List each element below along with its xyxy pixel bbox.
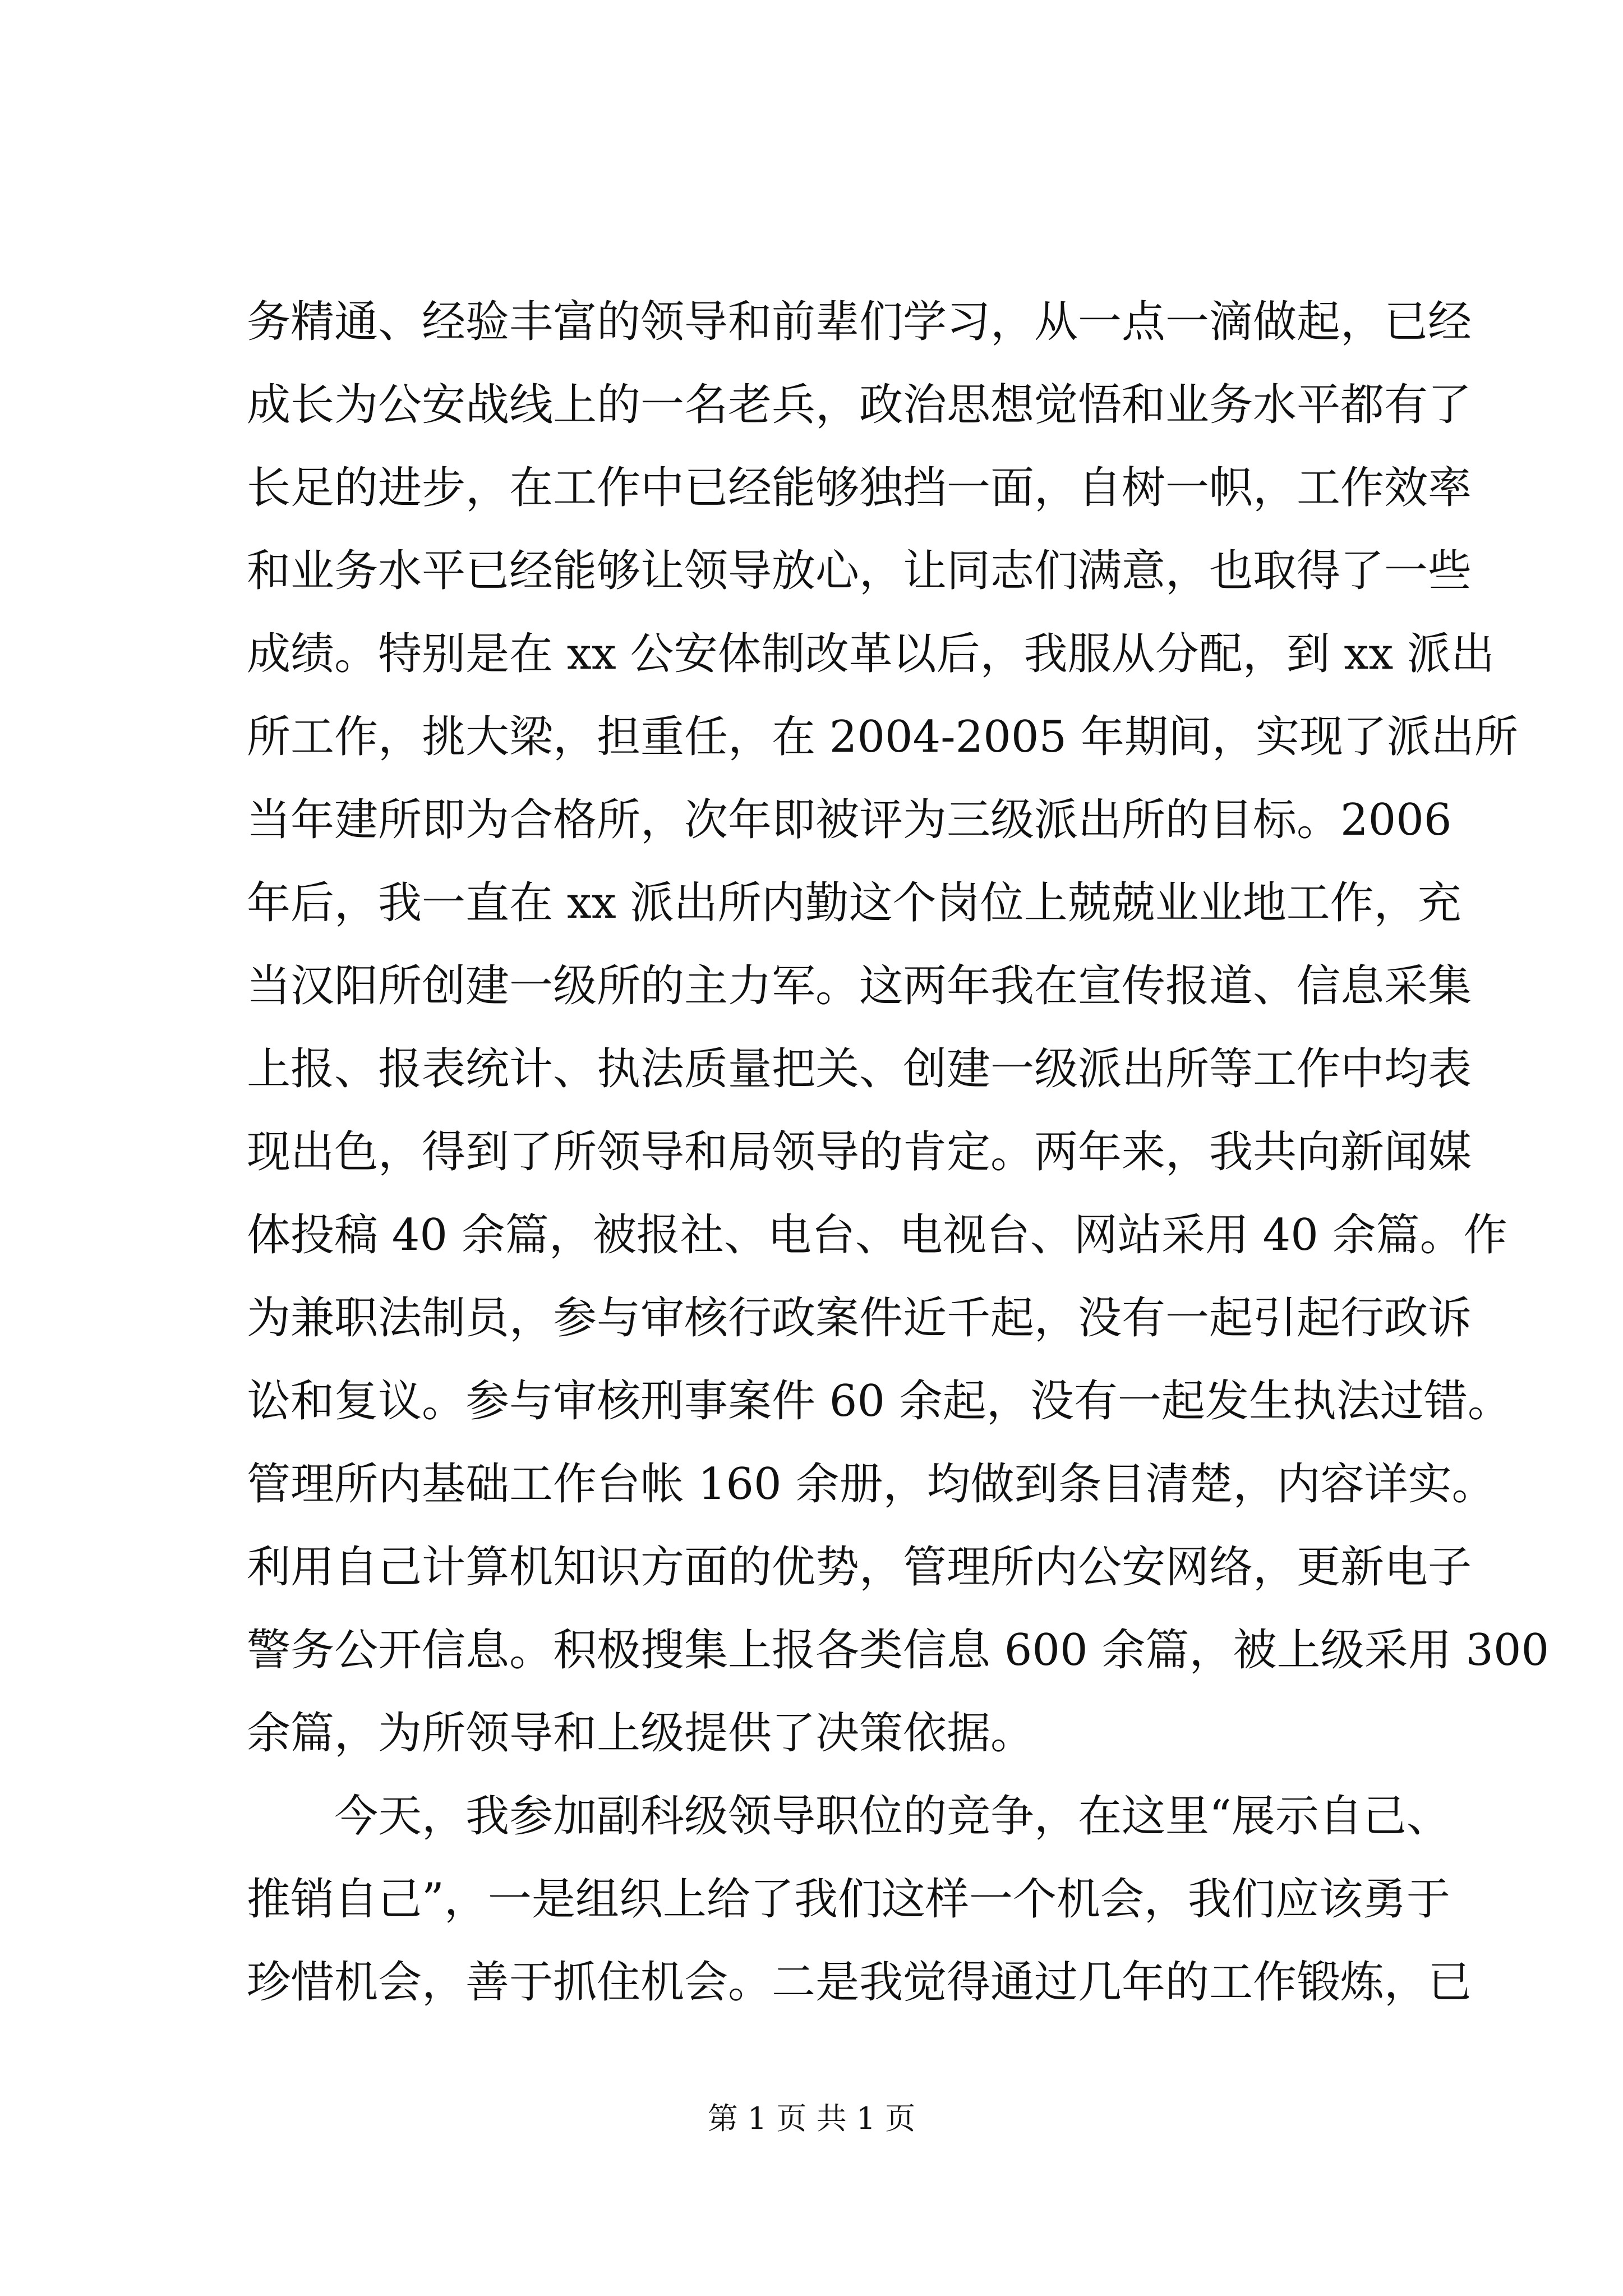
- text-line: 讼和复议。参与审核刑事案件 60 余起，没有一起发生执法过错。: [247, 1376, 1511, 1427]
- text-line: 管理所内基础工作台帐 160 余册，均做到条目清楚，内容详实。: [247, 1459, 1496, 1510]
- text-line: 今天，我参加副科级领导职位的竞争，在这里“展示自己、: [334, 1791, 1450, 1842]
- text-line: 推销自己”，一是组织上给了我们这样一个机会，我们应该勇于: [247, 1874, 1450, 1925]
- text-line: 成绩。特别是在 xx 公安体制改革以后，我服从分配，到 xx 派出: [247, 629, 1495, 679]
- text-line: 利用自己计算机知识方面的优势，管理所内公安网络，更新电子: [247, 1542, 1472, 1593]
- document-body: [247, 280, 1550, 2024]
- text-line: 成长为公安战线上的一名老兵，政治思想觉悟和业务水平都有了: [247, 380, 1472, 430]
- page-number-label: 第 1 页 共 1 页: [707, 2101, 916, 2136]
- text-line: 体投稿 40 余篇，被报社、电台、电视台、网站采用 40 余篇。作: [247, 1210, 1507, 1260]
- text-line: 和业务水平已经能够让领导放心，让同志们满意，也取得了一些: [247, 546, 1472, 596]
- paragraph-2: [247, 1775, 1472, 2024]
- page-footer: [0, 2101, 1623, 2137]
- paragraph-1: [247, 280, 1550, 1775]
- text-line: 上报、报表统计、执法质量把关、创建一级派出所等工作中均表: [247, 1044, 1472, 1094]
- text-line: 务精通、经验丰富的领导和前辈们学习，从一点一滴做起，已经: [247, 297, 1472, 347]
- text-line: 长足的进步，在工作中已经能够独挡一面，自树一帜，工作效率: [247, 463, 1472, 513]
- text-line: 现出色，得到了所领导和局领导的肯定。两年来，我共向新闻媒: [247, 1127, 1472, 1177]
- text-line: 年后，我一直在 xx 派出所内勤这个岗位上兢兢业业地工作，充: [247, 878, 1461, 928]
- text-line: 当年建所即为合格所，次年即被评为三级派出所的目标。2006: [247, 795, 1452, 845]
- text-line: 余篇，为所领导和上级提供了决策依据。: [247, 1708, 1035, 1759]
- text-line: 所工作，挑大梁，担重任，在 2004-2005 年期间，实现了派出所: [247, 712, 1518, 762]
- text-line: 为兼职法制员，参与审核行政案件近千起，没有一起引起行政诉: [247, 1293, 1472, 1343]
- text-line: 警务公开信息。积极搜集上报各类信息 600 余篇，被上级采用 300: [247, 1625, 1550, 1676]
- text-line: 当汉阳所创建一级所的主力军。这两年我在宣传报道、信息采集: [247, 961, 1472, 1011]
- text-line: 珍惜机会，善于抓住机会。二是我觉得通过几年的工作锻炼，已: [247, 1957, 1472, 2008]
